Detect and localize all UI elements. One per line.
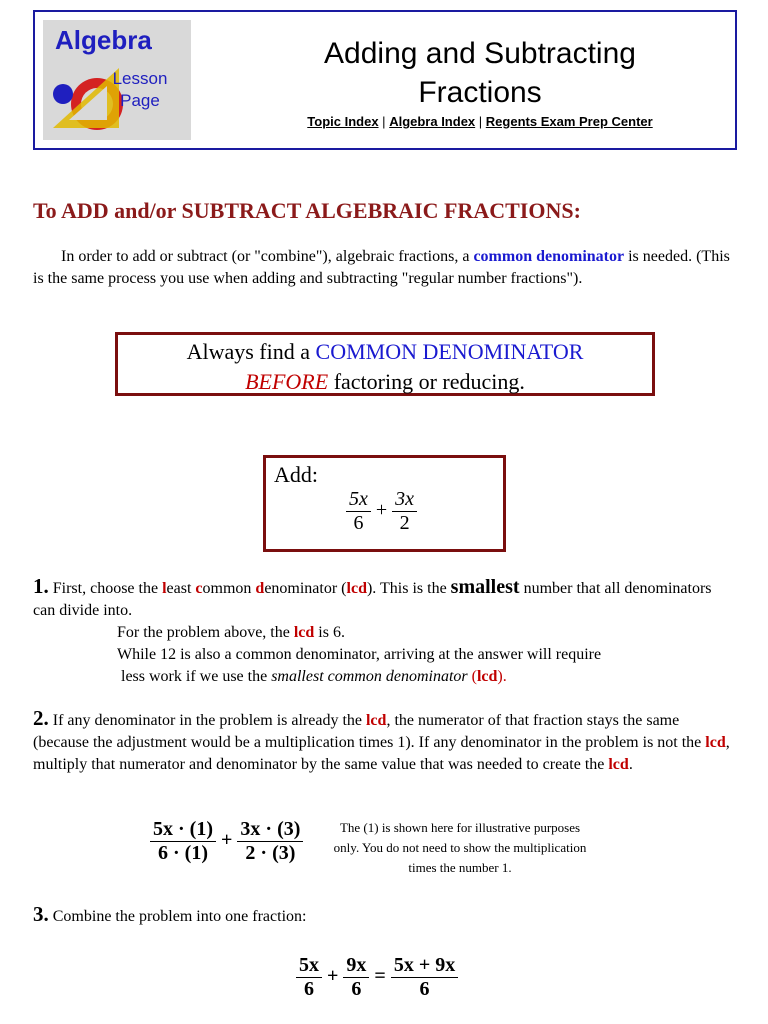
step1-line4 (33, 666, 733, 688)
plus-sign: + (327, 965, 339, 988)
step-number: 2. (33, 706, 49, 730)
step-3 (33, 903, 733, 928)
step1-text: ). This is the (366, 580, 451, 597)
step1-text: ( (467, 668, 477, 685)
algebra-index-link[interactable]: Algebra Index (389, 114, 476, 129)
add-problem-box (263, 455, 506, 552)
step2-expression (150, 818, 303, 865)
step2-text: , multiply that numerator and denominator by the same value that was needed to create the (33, 734, 730, 773)
intro-highlight: common denominator (473, 248, 625, 265)
numerator: 3x (392, 488, 417, 512)
lcd-term: lcd (608, 756, 629, 773)
intro-text-2: is needed. (This is the same process you use when adding and subtracting "regular number fractions"). (33, 248, 730, 287)
step1-text: less work if we use the (121, 668, 272, 685)
step1-line2 (33, 622, 733, 644)
step1-letter: c (195, 580, 203, 597)
illustrative-note: The (1) is shown here for illustrative purposes only. You do not need to show the multiplication times the number 1. (333, 820, 587, 875)
rule-common-denominator: COMMON DENOMINATOR (315, 339, 584, 364)
step3-expression (296, 954, 458, 1001)
page-title (215, 34, 745, 112)
step2-text: . (628, 756, 633, 773)
title-line-2: Fractions (418, 76, 542, 109)
lcd-term: lcd (293, 624, 315, 641)
fraction (391, 954, 458, 1001)
step1-text: east (166, 580, 196, 597)
topic-index-link[interactable]: Topic Index (307, 114, 379, 129)
step-1 (33, 575, 733, 688)
equals-sign: = (374, 965, 386, 988)
smallest-word: smallest (450, 576, 520, 598)
fraction (392, 488, 417, 535)
denominator: 6 (304, 978, 314, 1000)
step-number: 3. (33, 902, 49, 926)
section-heading: To ADD and/or SUBTRACT ALGEBRAIC FRACTIONS: (33, 198, 581, 223)
denominator: 6 (353, 512, 364, 534)
denominator: 6 (419, 978, 430, 1000)
step1-letter: d (255, 580, 265, 597)
numerator: 5x + 9x (391, 954, 458, 978)
lcd-term: lcd (365, 712, 387, 729)
denominator: 6 · (1) (158, 842, 208, 864)
step1-text: enominator ( (264, 580, 347, 597)
step3-text: Combine the problem into one fraction: (52, 908, 307, 925)
link-separator: | (478, 114, 483, 129)
rule-box (115, 332, 655, 396)
step1-text: ommon (202, 580, 256, 597)
add-expression (346, 488, 417, 535)
nav-links (215, 114, 745, 129)
logo-subtitle (105, 68, 175, 112)
step1-text: number that all denominators can divide into. (33, 580, 712, 619)
denominator: 6 (351, 978, 362, 1000)
logo-sub-page: Page (120, 91, 160, 110)
plus-sign: + (221, 829, 233, 852)
step1-text: First, choose the (52, 580, 163, 597)
add-label: Add: (274, 462, 318, 487)
plus-sign: + (375, 499, 388, 522)
rule-text-a: Always find a (186, 339, 316, 364)
step1-italic: smallest common denominator (271, 668, 468, 685)
intro-paragraph (33, 246, 733, 290)
numerator: 5x (346, 488, 371, 512)
numerator: 9x (343, 954, 369, 978)
fraction (346, 488, 371, 535)
denominator: 2 (399, 512, 410, 534)
step2-text: , the numerator of that fraction stays the same (because the adjustment would be a multiplication times 1). If any denominator in the problem is not the (33, 712, 706, 751)
regents-prep-link[interactable]: Regents Exam Prep Center (485, 114, 653, 129)
header-panel (33, 10, 737, 150)
lcd-term: lcd (705, 734, 726, 751)
step-number: 1. (33, 574, 49, 598)
link-separator: | (382, 114, 386, 129)
rule-before: BEFORE (245, 369, 329, 394)
numerator: 5x (296, 954, 322, 978)
step2-text: If any denominator in the problem is already the (52, 712, 366, 729)
fraction (237, 818, 303, 865)
rule-text-d: factoring or reducing. (328, 369, 525, 394)
lcd-term: lcd (346, 580, 367, 597)
fraction (150, 818, 216, 865)
step1-text: For the problem above, the (117, 624, 294, 641)
step1-text: is 6. (314, 624, 345, 641)
step1-letter: l (162, 580, 167, 597)
numerator: 3x · (3) (237, 818, 303, 842)
title-line-1: Adding and Subtracting (324, 37, 636, 70)
algebra-logo (43, 20, 191, 140)
step1-line3: While 12 is also a common denominator, arriving at the answer will require (117, 646, 602, 663)
step-2 (33, 707, 733, 776)
fraction (343, 954, 369, 1001)
numerator: 5x · (1) (150, 818, 216, 842)
fraction (296, 954, 322, 1001)
logo-sub-lesson: Lesson (112, 69, 168, 88)
intro-text-1: In order to add or subtract (or "combine"), algebraic fractions, a (61, 248, 474, 265)
denominator: 2 · (3) (245, 842, 296, 864)
lcd-term: lcd (476, 668, 498, 685)
logo-title: Algebra (55, 25, 152, 55)
step1-text: ). (497, 668, 507, 685)
